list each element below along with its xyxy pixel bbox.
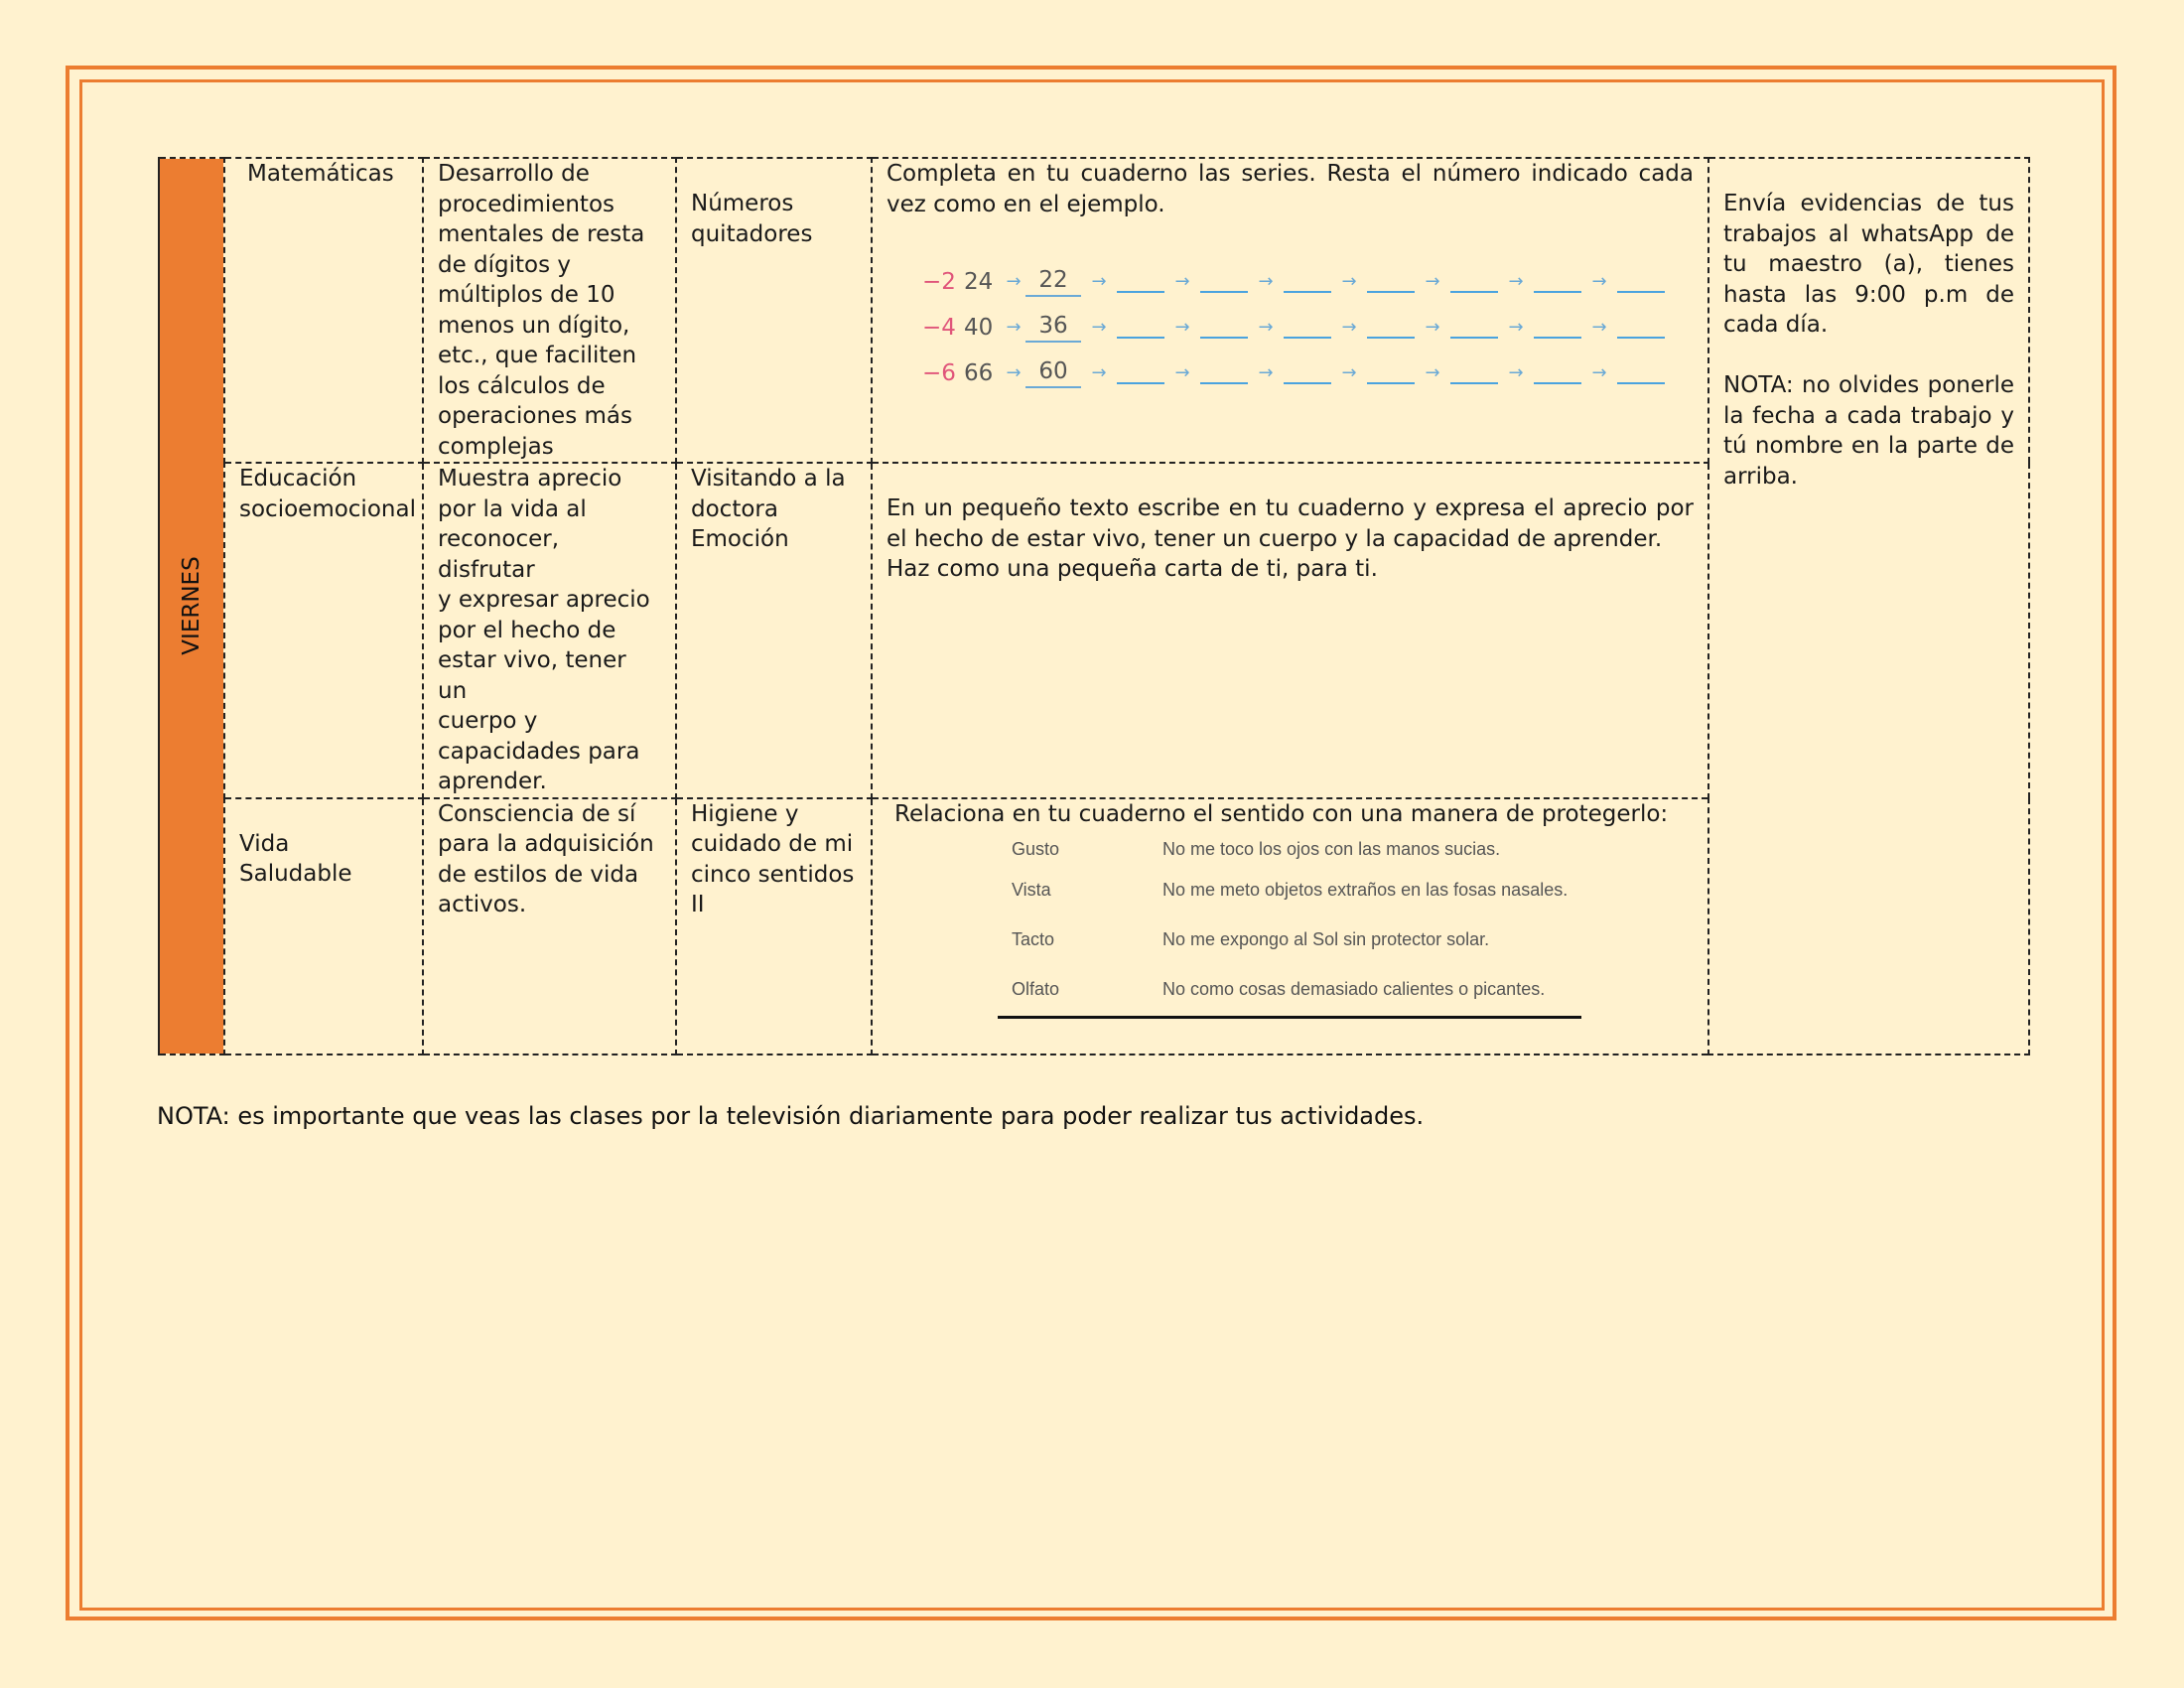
answer-blank [1117,290,1164,293]
series-row [922,345,1671,388]
series-start: 40 [964,314,994,341]
evidence-cell [1708,158,2029,1055]
footer-note: NOTA: es importante que veas las clases por la televisión diariamente para poder realizar tus actividades. [157,1102,1425,1130]
arrow-icon: → [1006,270,1022,292]
learning-cell [423,158,676,463]
arrow-icon: → [1174,361,1190,383]
arrow-icon: → [1258,270,1274,292]
arrow-icon: → [1425,270,1440,292]
activity-text: Relaciona en tu cuaderno el sentido con una manera de protegerlo: [894,800,1669,827]
table-row-matematicas [159,158,2029,463]
protection-label: No me meto objetos extraños en las fosas nasales. [1162,879,1569,900]
series-example: 60 [1025,356,1081,389]
learning-text: Consciencia de sí para la adquisición de estilos de vida activos. [438,800,654,917]
day-label: VIERNES [178,556,205,655]
subject-text: Vida Saludable [239,830,352,887]
answer-blank [1534,381,1581,384]
answer-blank [1284,336,1331,339]
answer-blank [1534,290,1581,293]
answer-blank [1617,336,1665,339]
sense-label: Gusto [1012,838,1060,859]
answer-blank [1117,381,1164,384]
list-item [1012,914,1694,964]
divider [998,1016,1581,1019]
series-row [922,253,1671,297]
answer-blank [1284,381,1331,384]
series-exercise [887,253,1694,392]
answer-blank [1200,290,1248,293]
sense-label: Olfato [1012,978,1060,999]
answer-blank [1367,336,1415,339]
activity-cell [872,463,1708,798]
series-subtract: −4 [922,314,956,341]
series-example: 36 [1025,311,1081,344]
series-start: 66 [964,359,994,386]
learning-text: Desarrollo de procedimientos mentales de resta de dígitos y múltiplos de 10 menos un dígito, etc., que faciliten los cálculos de operaciones más complejas [438,161,645,460]
arrow-icon: → [1174,270,1190,292]
subject-cell [224,798,423,1055]
arrow-icon: → [1258,361,1274,383]
arrow-icon: → [1508,361,1524,383]
activity-cell [872,798,1708,1055]
answer-blank [1617,381,1665,384]
answer-blank [1450,290,1498,293]
arrow-icon: → [1591,361,1607,383]
arrow-icon: → [1341,316,1357,338]
answer-blank [1450,381,1498,384]
answer-blank [1617,290,1665,293]
answer-blank [1367,381,1415,384]
answer-blank [1117,336,1164,339]
learning-text: Muestra aprecio por la vida al reconocer, disfrutar y expresar aprecio por el hecho de estar vivo, tener un cuerpo y capacidades para aprender. [438,466,650,794]
arrow-icon: → [1091,270,1107,292]
arrow-icon: → [1341,270,1357,292]
list-item [1012,865,1694,914]
series-example: 22 [1025,265,1081,298]
arrow-icon: → [1591,316,1607,338]
arrow-icon: → [1508,316,1524,338]
subject-text: Matemáticas [247,161,394,187]
protection-label: No como cosas demasiado calientes o picantes. [1162,978,1546,999]
answer-blank [1200,381,1248,384]
topic-text: Números quitadores [691,191,813,247]
arrow-icon: → [1006,361,1022,383]
subject-text: Educación socioemocional [239,466,416,522]
arrow-icon: → [1425,316,1440,338]
activity-cell [872,158,1708,463]
subject-cell [224,158,423,463]
arrow-icon: → [1091,316,1107,338]
schedule-table [158,157,2030,1055]
sense-label: Vista [1012,879,1051,900]
arrow-icon: → [1591,270,1607,292]
arrow-icon: → [1508,270,1524,292]
answer-blank [1200,336,1248,339]
sense-label: Tacto [1012,928,1055,949]
answer-blank [1284,290,1331,293]
answer-blank [1450,336,1498,339]
list-item [1012,833,1694,865]
topic-cell [676,463,872,798]
protection-label: No me toco los ojos con las manos sucias. [1162,838,1501,859]
topic-cell [676,798,872,1055]
arrow-icon: → [1258,316,1274,338]
learning-cell [423,463,676,798]
topic-text: Higiene y cuidado de mi cinco sentidos II [691,800,855,917]
topic-cell [676,158,872,463]
learning-cell [423,798,676,1055]
activity-text: Completa en tu cuaderno las series. Resta el número indicado cada vez como en el ejemplo. [887,161,1694,217]
arrow-icon: → [1091,361,1107,383]
series-subtract: −6 [922,359,956,386]
arrow-icon: → [1425,361,1440,383]
protection-label: No me expongo al Sol sin protector solar. [1162,928,1490,949]
arrow-icon: → [1006,316,1022,338]
topic-text: Visitando a la doctora Emoción [691,466,846,552]
activity-text: En un pequeño texto escribe en tu cuaderno y expresa el aprecio por el hecho de estar vivo, tener un cuerpo y la capacidad de aprender. Haz como una pequeña carta de ti, para ti. [887,495,1694,582]
arrow-icon: → [1174,316,1190,338]
day-cell [159,158,224,1055]
series-start: 24 [964,268,994,295]
subject-cell [224,463,423,798]
arrow-icon: → [1341,361,1357,383]
evidence-note: Envía evidencias de tus trabajos al whatsApp de tu maestro (a), tienes hasta las 9:00 p.m de cada día. NOTA: no olvides ponerle la fecha a cada trabajo y tú nombre en la parte de arriba. [1723,191,2014,490]
answer-blank [1534,336,1581,339]
matching-list [1012,833,1694,1019]
list-item [1012,964,1694,1014]
answer-blank [1367,290,1415,293]
series-subtract: −2 [922,268,956,295]
series-row [922,299,1671,343]
